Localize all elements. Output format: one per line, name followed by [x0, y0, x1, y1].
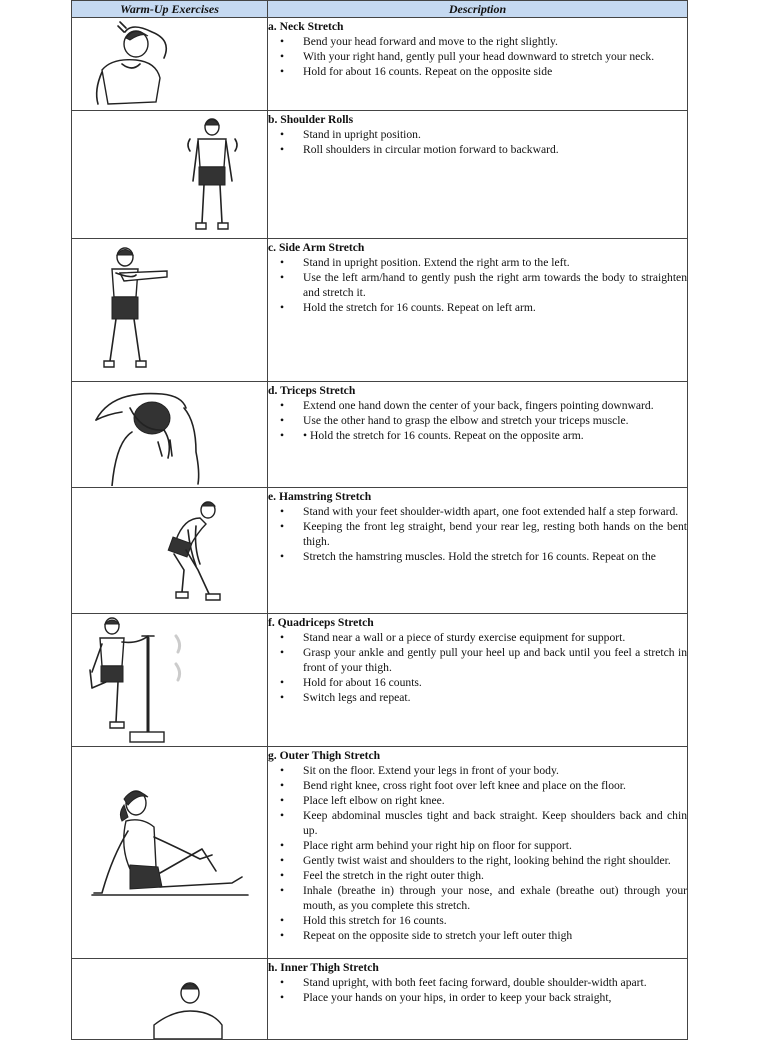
step: • • Hold the stretch for 16 counts. Repeat on the opposite arm. — [268, 428, 687, 443]
steps-list — [268, 255, 687, 315]
step: • Stand with your feet shoulder-width apart, one foot extended half a step forward. — [268, 504, 687, 519]
steps-list — [268, 504, 687, 564]
illustration-side-arm-stretch — [72, 239, 268, 382]
illustration-neck-stretch — [72, 18, 268, 111]
steps-list — [268, 127, 687, 157]
header-description: Description — [268, 1, 688, 18]
step: • Keep abdominal muscles tight and back straight. Keep shoulders back and chin up. — [268, 808, 687, 838]
side-arm-stretch-figure-icon — [72, 239, 268, 380]
step: • Hold for about 16 counts. Repeat on the opposite side — [268, 64, 687, 79]
exercise-title: g. Outer Thigh Stretch — [268, 749, 381, 762]
step: • With your right hand, gently pull your head downward to stretch your neck. — [268, 49, 687, 64]
shoulder-rolls-figure-icon — [72, 111, 268, 237]
exercise-row — [72, 239, 688, 382]
exercise-title: h. Inner Thigh Stretch — [268, 961, 379, 974]
step: • Bend your head forward and move to the right slightly. — [268, 34, 687, 49]
step: • Place your hands on your hips, in order to keep your back straight, — [268, 990, 687, 1005]
quadriceps-stretch-figure-icon — [72, 614, 268, 745]
outer-thigh-stretch-figure-icon — [72, 747, 268, 957]
hamstring-stretch-figure-icon — [72, 488, 268, 612]
step: • Stand near a wall or a piece of sturdy exercise equipment for support. — [268, 630, 687, 645]
step: • Hold this stretch for 16 counts. — [268, 913, 687, 928]
illustration-triceps-stretch — [72, 382, 268, 488]
exercise-title: e. Hamstring Stretch — [268, 490, 372, 503]
step: • Keeping the front leg straight, bend your rear leg, resting both hands on the bent thigh. — [268, 519, 687, 549]
exercise-row — [72, 614, 688, 747]
step: • Hold the stretch for 16 counts. Repeat on left arm. — [268, 300, 687, 315]
steps-list — [268, 398, 687, 443]
step: • Stand in upright position. — [268, 127, 687, 142]
illustration-quadriceps-stretch — [72, 614, 268, 747]
steps-list — [268, 763, 687, 943]
step: • Stand in upright position. Extend the right arm to the left. — [268, 255, 687, 270]
exercise-row — [72, 111, 688, 239]
header-row — [72, 1, 688, 18]
illustration-hamstring-stretch — [72, 488, 268, 614]
exercise-title: d. Triceps Stretch — [268, 384, 356, 397]
step: • Extend one hand down the center of your back, fingers pointing downward. — [268, 398, 687, 413]
step: • Feel the stretch in the right outer thigh. — [268, 868, 687, 883]
step: • Stand upright, with both feet facing forward, double shoulder-width apart. — [268, 975, 687, 990]
steps-list — [268, 630, 687, 705]
step: • Use the left arm/hand to gently push the right arm towards the body to straighten and stretch it. — [268, 270, 687, 300]
step: • Stretch the hamstring muscles. Hold the stretch for 16 counts. Repeat on the — [268, 549, 687, 564]
step: • Gently twist waist and shoulders to the right, looking behind the right shoulder. — [268, 853, 687, 868]
exercise-row — [72, 747, 688, 959]
step: • Hold for about 16 counts. — [268, 675, 687, 690]
step: • Place left elbow on right knee. — [268, 793, 687, 808]
exercise-row — [72, 488, 688, 614]
triceps-stretch-figure-icon — [72, 382, 268, 486]
step: • Repeat on the opposite side to stretch your left outer thigh — [268, 928, 687, 943]
illustration-outer-thigh-stretch — [72, 747, 268, 959]
exercise-row — [72, 959, 688, 1040]
steps-list — [268, 34, 687, 79]
exercise-row — [72, 18, 688, 111]
step: • Place right arm behind your right hip on floor for support. — [268, 838, 687, 853]
exercise-title: b. Shoulder Rolls — [268, 113, 354, 126]
exercise-title: c. Side Arm Stretch — [268, 241, 365, 254]
step: • Switch legs and repeat. — [268, 690, 687, 705]
exercise-row — [72, 382, 688, 488]
exercise-title: a. Neck Stretch — [268, 20, 344, 33]
warm-up-table — [71, 0, 688, 1040]
step: • Bend right knee, cross right foot over left knee and place on the floor. — [268, 778, 687, 793]
neck-stretch-figure-icon — [72, 18, 268, 110]
inner-thigh-stretch-figure-icon — [72, 959, 268, 1039]
step: • Grasp your ankle and gently pull your heel up and back until you feel a stretch in front of your thigh. — [268, 645, 687, 675]
header-exercises: Warm-Up Exercises — [72, 1, 268, 18]
step: • Roll shoulders in circular motion forward to backward. — [268, 142, 687, 157]
step: • Inhale (breathe in) through your nose, and exhale (breathe out) through your mouth, as you complete this stretch. — [268, 883, 687, 913]
illustration-shoulder-rolls — [72, 111, 268, 239]
illustration-inner-thigh-stretch — [72, 959, 268, 1040]
steps-list — [268, 975, 687, 1005]
step: • Sit on the floor. Extend your legs in front of your body. — [268, 763, 687, 778]
step: • Use the other hand to grasp the elbow and stretch your triceps muscle. — [268, 413, 687, 428]
exercise-title: f. Quadriceps Stretch — [268, 616, 374, 629]
